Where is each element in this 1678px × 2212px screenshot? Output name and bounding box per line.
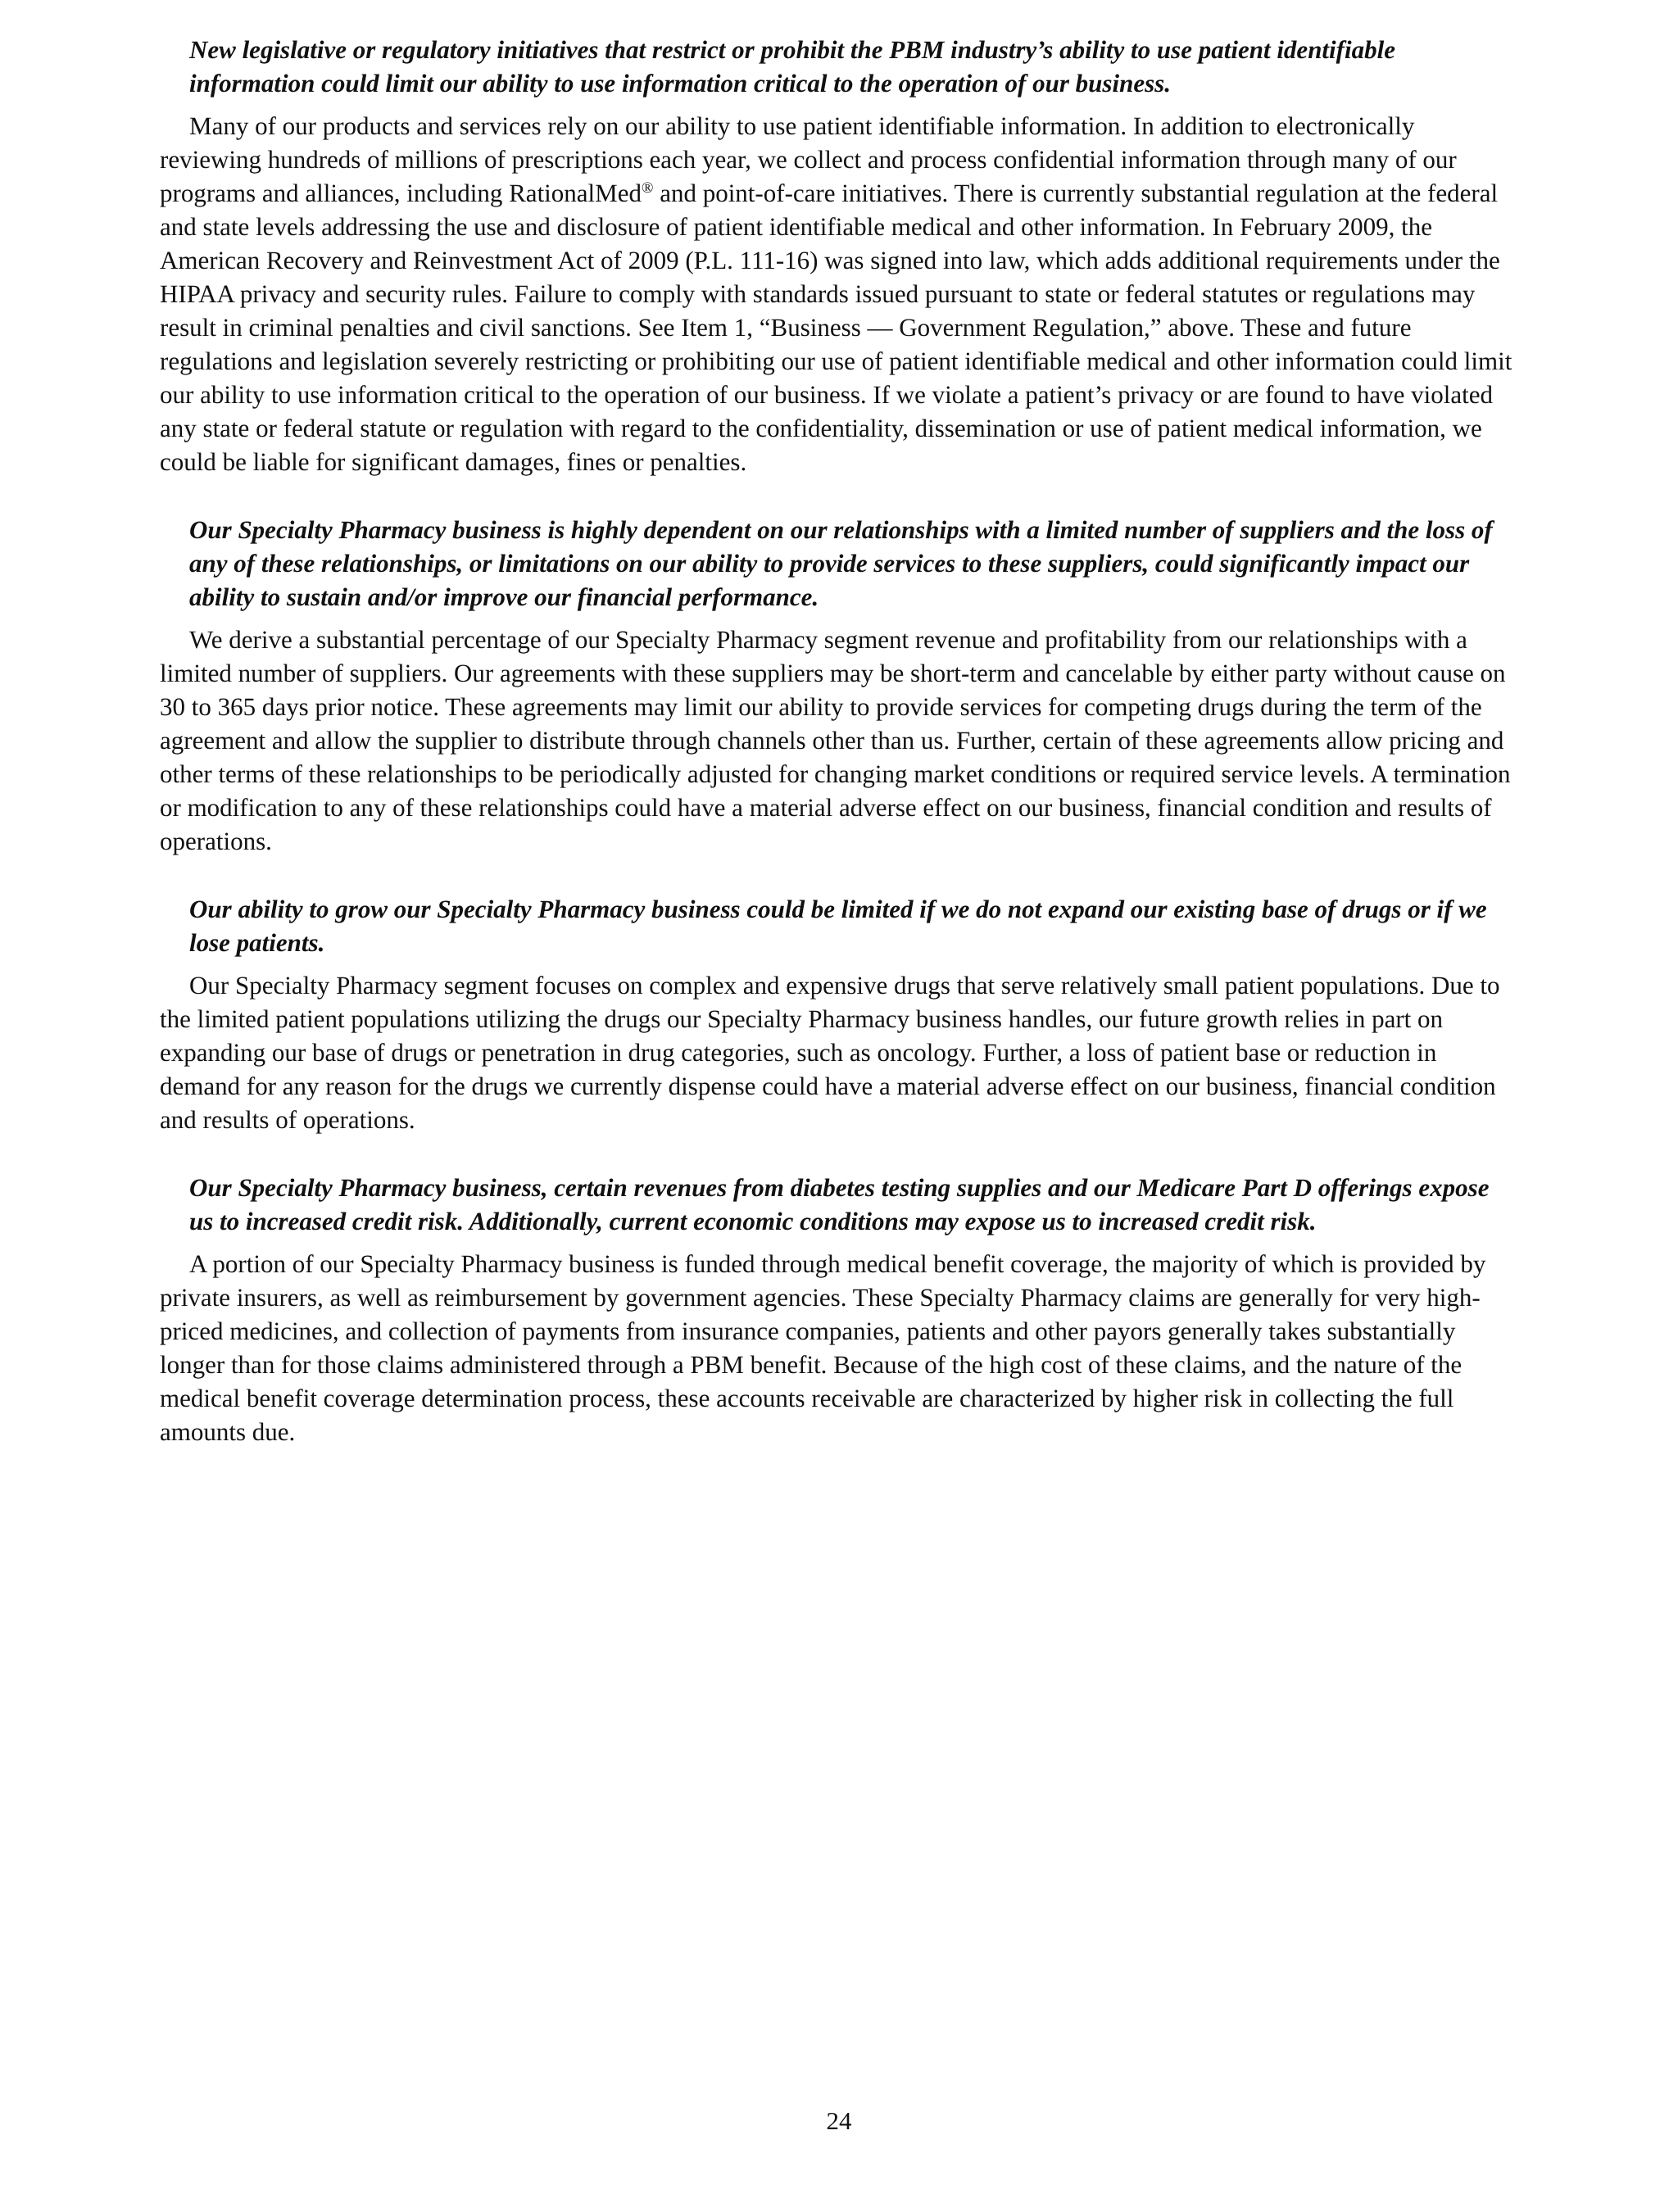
risk-factor-section xyxy=(160,33,1520,478)
section-body: A portion of our Specialty Pharmacy business is funded through medical benefit coverage, the majority of which is provided by private insurers, as well as reimbursement by government agencies. These Specialty Pharmacy claims are generally for very high-priced medicines, and collection of payments from insurance companies, patients and other payors generally takes substantially longer than for those claims administered through a PBM benefit. Because of the high cost of these claims, and the nature of the medical benefit coverage determination process, these accounts receivable are characterized by higher risk in collecting the full amounts due. xyxy=(160,1249,1486,1446)
section-body xyxy=(160,109,1520,478)
registered-mark: ® xyxy=(642,179,654,197)
page-number: 24 xyxy=(826,2106,852,2135)
section-heading: Our Specialty Pharmacy business, certain revenues from diabetes testing supplies and our Medicare Part D offerings expose us to increased credit risk. Additionally, current economic conditions may expose us to increased credit risk. xyxy=(189,1173,1490,1235)
body-text: Many of our products and services rely on our ability to use patient identifiable information. In addition to electronically reviewing hundreds of millions of prescriptions each year, we collect and process confidential information through many of our programs and alliances, including RationalMed xyxy=(160,111,1457,207)
section-heading: New legislative or regulatory initiatives that restrict or prohibit the PBM industry’s ability to use patient identifiable information could limit our ability to use information critical to the operation of our business. xyxy=(189,35,1395,97)
document-page xyxy=(160,33,1520,1448)
section-heading: Our ability to grow our Specialty Pharmacy business could be limited if we do not expand our existing base of drugs or if we lose patients. xyxy=(189,895,1487,957)
body-text: and point-of-care initiatives. There is currently substantial regulation at the federal and state levels addressing the use and disclosure of patient identifiable medical and other information. In February 2009, the American Recovery and Reinvestment Act of 2009 (P.L. 111-16) was signed into law, which adds additional requirements under the HIPAA privacy and security rules. Failure to comply with standards issued pursuant to state or federal statutes or regulations may result in criminal penalties and civil sanctions. See Item 1, “Business — Government Regulation,” above. These and future regulations and legislation severely restricting or prohibiting our use of patient identifiable medical and other information could limit our ability to use information critical to the operation of our business. If we violate a patient’s privacy or are found to have violated any state or federal statute or regulation with regard to the confidentiality, dissemination or use of patient medical information, we could be liable for significant damages, fines or penalties. xyxy=(160,179,1512,476)
risk-factor-section xyxy=(160,892,1520,1136)
risk-factor-section xyxy=(160,513,1520,858)
section-heading: Our Specialty Pharmacy business is highly dependent on our relationships with a limited number of suppliers and the loss of any of these relationships, or limitations on our ability to provide services to these suppliers, could significantly impact our ability to sustain and/or improve our financial performance. xyxy=(189,515,1493,611)
section-body: We derive a substantial percentage of our Specialty Pharmacy segment revenue and profitability from our relationships with a limited number of suppliers. Our agreements with these suppliers may be short-term and cancelable by either party without cause on 30 to 365 days prior notice. These agreements may limit our ability to provide services for competing drugs during the term of the agreement and allow the supplier to distribute through channels other than us. Further, certain of these agreements allow pricing and other terms of these relationships to be periodically adjusted for changing market conditions or required service levels. A termination or modification to any of these relationships could have a material adverse effect on our business, financial condition and results of operations. xyxy=(160,625,1511,855)
section-body: Our Specialty Pharmacy segment focuses on complex and expensive drugs that serve relatively small patient populations. Due to the limited patient populations utilizing the drugs our Specialty Pharmacy business handles, our future growth relies in part on expanding our base of drugs or penetration in drug categories, such as oncology. Further, a loss of patient base or reduction in demand for any reason for the drugs we currently dispense could have a material adverse effect on our business, financial condition and results of operations. xyxy=(160,971,1500,1134)
risk-factor-section xyxy=(160,1171,1520,1448)
